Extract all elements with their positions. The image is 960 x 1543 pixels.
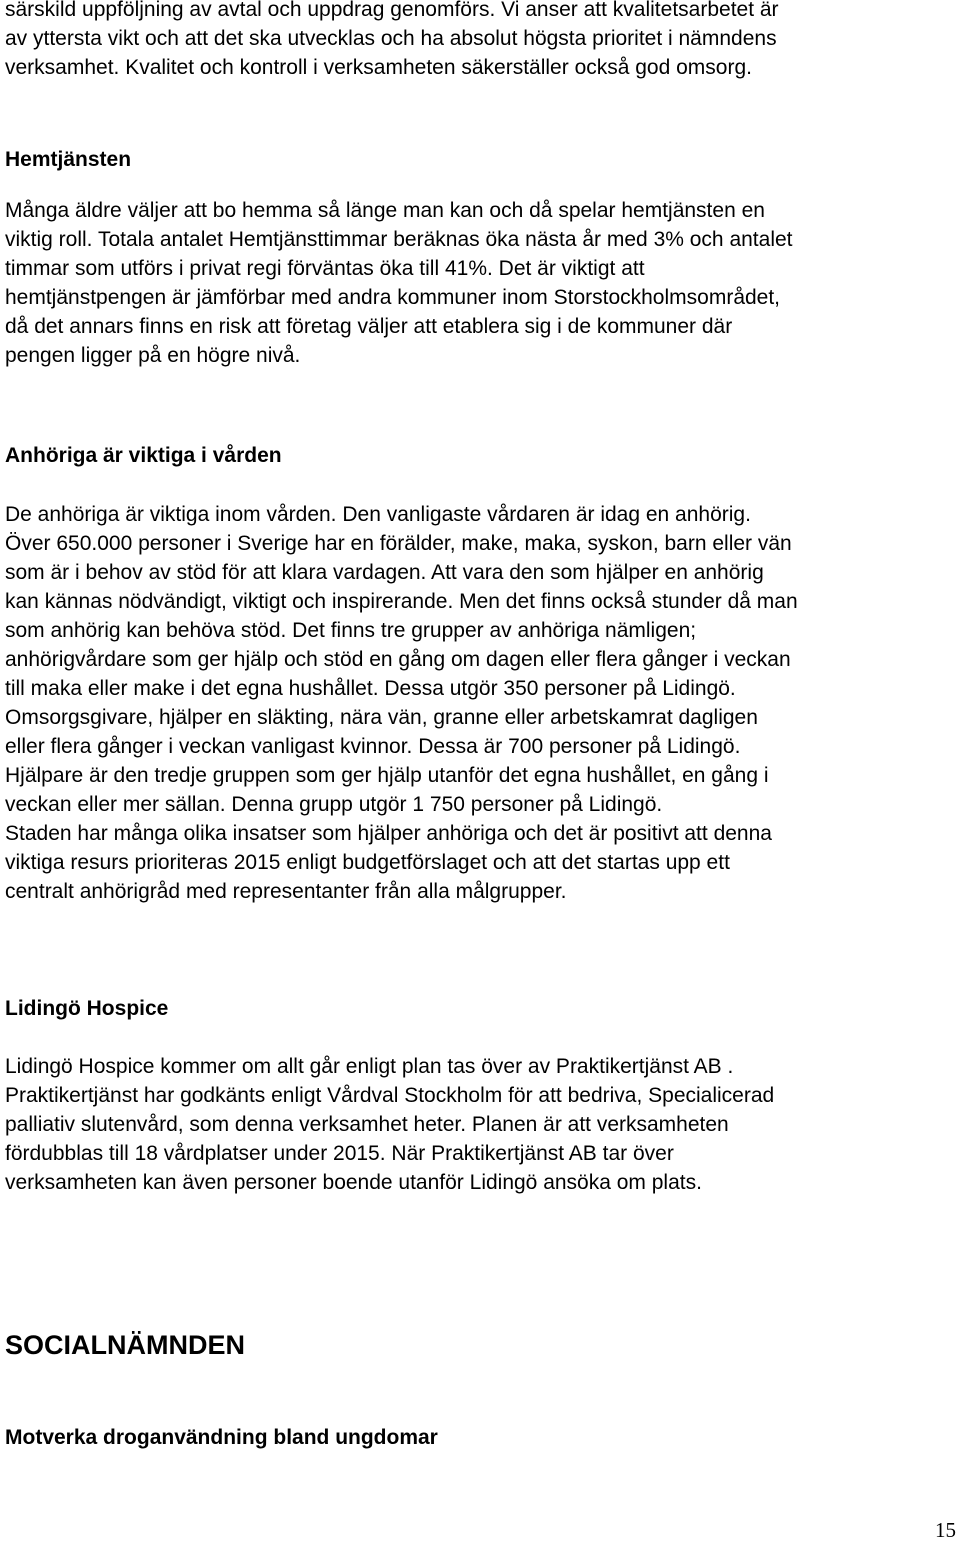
hospice-line: Praktikertjänst har godkänts enligt Vårdval Stockholm för att bedriva, Specialicerad <box>5 1084 775 1107</box>
hemtjansten-line: pengen ligger på en högre nivå. <box>5 344 301 367</box>
anhoriga-line: eller flera gånger i veckan vanligast kvinnor. Dessa är 700 personer på Lidingö. <box>5 735 741 758</box>
anhoriga-line: som är i behov av stöd för att klara vardagen. Att vara den som hjälper en anhörig <box>5 561 764 584</box>
intro-line: verksamhet. Kvalitet och kontroll i verksamheten säkerställer också god omsorg. <box>5 56 752 79</box>
anhoriga-line: till maka eller make i det egna hushållet. Dessa utgör 350 personer på Lidingö. <box>5 677 736 700</box>
hemtjansten-line: då det annars finns en risk att företag väljer att etablera sig i de kommuner där <box>5 315 733 338</box>
hospice-line: Lidingö Hospice kommer om allt går enligt plan tas över av Praktikertjänst AB . <box>5 1055 734 1078</box>
anhoriga-line: kan kännas nödvändigt, viktigt och inspirerande. Men det finns också stunder då man <box>5 590 798 613</box>
intro-line: särskild uppföljning av avtal och uppdrag genomförs. Vi anser att kvalitetsarbetet är <box>5 0 779 21</box>
anhoriga-line: Hjälpare är den tredje gruppen som ger hjälp utanför det egna hushållet, en gång i <box>5 764 769 787</box>
hospice-line: verksamheten kan även personer boende utanför Lidingö ansöka om plats. <box>5 1171 702 1194</box>
anhoriga-line: veckan eller mer sällan. Denna grupp utgör 1 750 personer på Lidingö. <box>5 793 663 816</box>
page-number: 15 <box>935 1518 956 1542</box>
anhoriga-line: Över 650.000 personer i Sverige har en förälder, make, maka, syskon, barn eller vän <box>5 532 792 555</box>
anhoriga-line: som anhörig kan behöva stöd. Det finns tre grupper av anhöriga nämligen; <box>5 619 697 642</box>
hemtjansten-line: Många äldre väljer att bo hemma så länge man kan och då spelar hemtjänsten en <box>5 199 765 222</box>
hemtjansten-line: timmar som utförs i privat regi förväntas öka till 41%. Det är viktigt att <box>5 257 645 280</box>
anhoriga-line: De anhöriga är viktiga inom vården. Den vanligaste vårdaren är idag en anhörig. <box>5 503 751 526</box>
intro-line: av yttersta vikt och att det ska utvecklas och ha absolut högsta prioritet i nämndens <box>5 27 777 50</box>
hospice-line: palliativ slutenvård, som denna verksamhet heter. Planen är att verksamheten <box>5 1113 729 1136</box>
section-heading-anhoriga: Anhöriga är viktiga i vården <box>5 444 282 467</box>
subheading-droganvandning: Motverka droganvändning bland ungdomar <box>5 1426 438 1449</box>
section-heading-hospice: Lidingö Hospice <box>5 997 169 1020</box>
anhoriga-line: centralt anhörigråd med representanter från alla målgrupper. <box>5 880 567 903</box>
anhoriga-line: viktiga resurs prioriteras 2015 enligt budgetförslaget och att det startas upp ett <box>5 851 730 874</box>
hemtjansten-line: hemtjänstpengen är jämförbar med andra kommuner inom Storstockholmsområdet, <box>5 286 781 309</box>
section-heading-hemtjansten: Hemtjänsten <box>5 148 132 171</box>
section-heading-socialnamnden: SOCIALNÄMNDEN <box>5 1330 245 1360</box>
anhoriga-line: anhörigvårdare som ger hjälp och stöd en gång om dagen eller flera gånger i veckan <box>5 648 791 671</box>
hospice-line: fördubblas till 18 vårdplatser under 2015. När Praktikertjänst AB tar över <box>5 1142 674 1165</box>
anhoriga-line: Staden har många olika insatser som hjälper anhöriga och det är positivt att denna <box>5 822 772 845</box>
hemtjansten-line: viktig roll. Totala antalet Hemtjänsttimmar beräknas öka nästa år med 3% och antalet <box>5 228 793 251</box>
anhoriga-line: Omsorgsgivare, hjälper en släkting, nära vän, granne eller arbetskamrat dagligen <box>5 706 758 729</box>
